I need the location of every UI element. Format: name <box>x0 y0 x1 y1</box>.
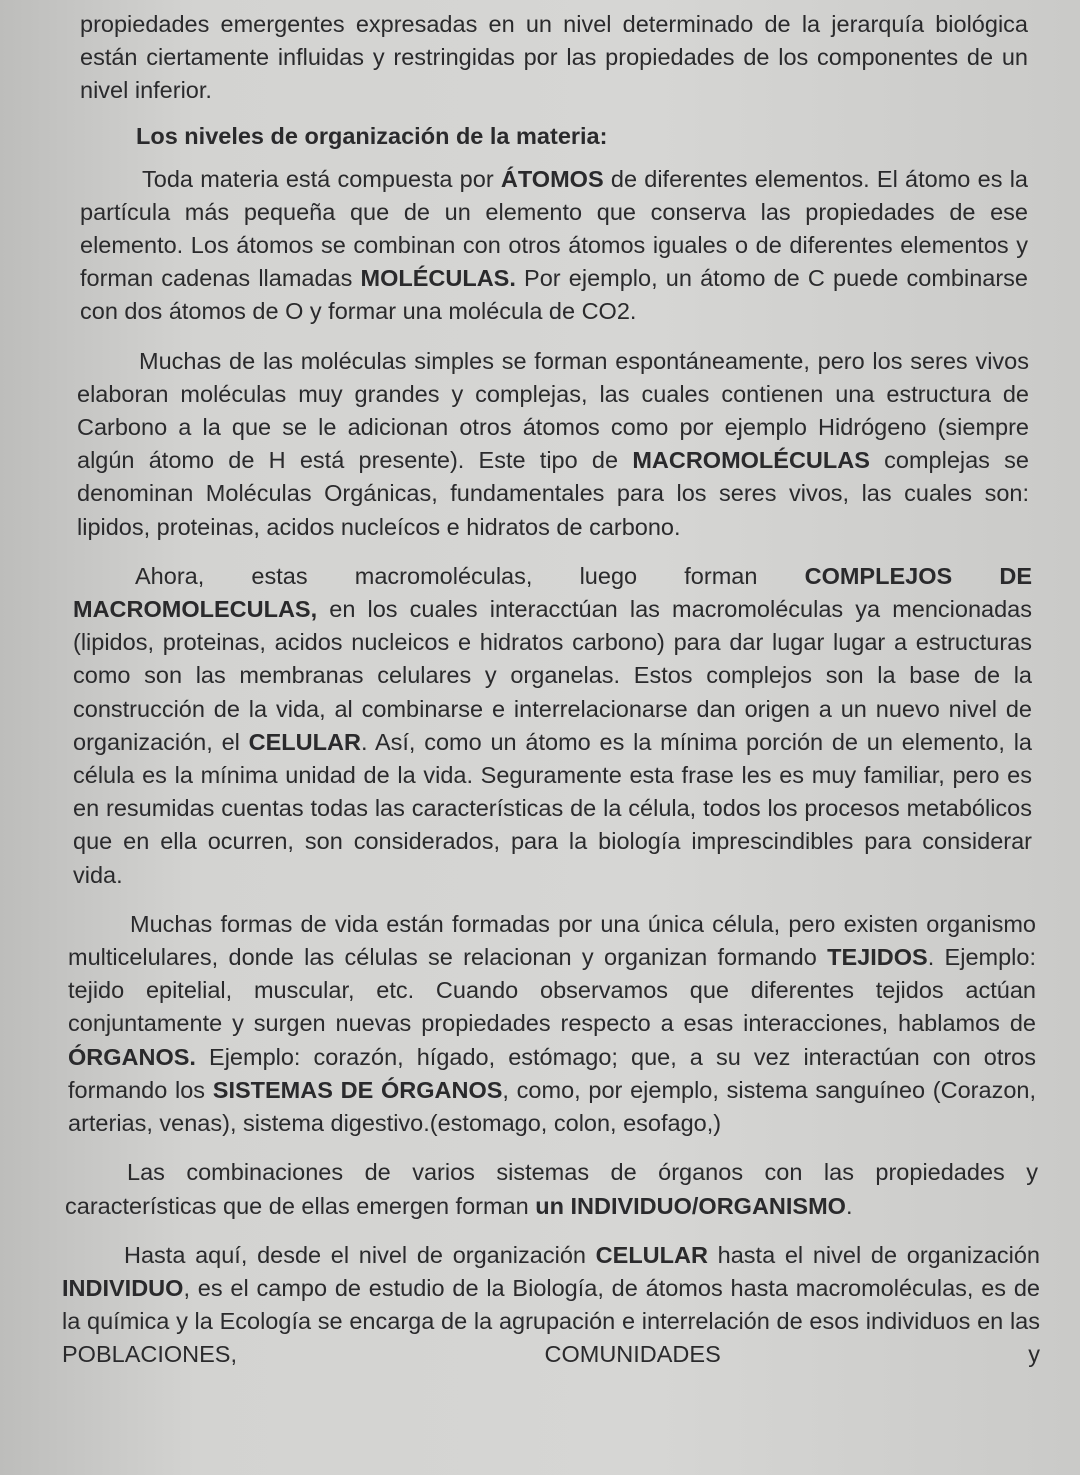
tissues-bold-organos: ÓRGANOS. <box>68 1043 196 1070</box>
individual-text-2: . <box>845 1192 853 1219</box>
tissues-text-3: Ejemplo: corazón, hígado, estómago; que, a su vez interactúan con otros formando los <box>68 1043 1036 1103</box>
tissues-text-1: Muchas formas de vida están formadas por una única célula, pero existen organismo multicelulares, donde las células se relacionan y organizan formando <box>68 910 1036 971</box>
final-text-1: Hasta aquí, desde el nivel de organización <box>124 1241 596 1268</box>
intro-paragraph <box>68 8 1028 108</box>
tissues-bold-sistemas: SISTEMAS DE ÓRGANOS <box>212 1076 503 1103</box>
atoms-text-3: Por ejemplo, un átomo de C puede combinarse con dos átomos de O y formar una molécula de CO2. <box>80 265 1028 325</box>
paragraph-individual <box>65 1156 1038 1222</box>
tissues-text-4: , como, por ejemplo, sistema sanguíneo (Corazon, arterias, venas), sistema digestivo.(estomago, colon, esofago,) <box>68 1076 1036 1137</box>
atoms-bold-atomos: ÁTOMOS <box>500 165 604 192</box>
tissues-bold-tejidos: TEJIDOS <box>827 944 928 971</box>
paragraph-tissues <box>68 908 1036 1140</box>
complex-bold-complejos: COMPLEJOS DE MACROMOLECULAS, <box>73 562 1032 623</box>
atoms-text-1: Toda materia está compuesta por <box>142 165 501 192</box>
individual-bold-organismo: un INDIVIDUO/ORGANISMO <box>535 1192 846 1219</box>
intro-text: propiedades emergentes expresadas en un nivel determinado de la jerarquía biológica están ciertamente influidas y restringidas por las propiedades de los componentes de un nivel inferior. <box>80 11 1028 104</box>
individual-text-1: Las combinaciones de varios sistemas de órganos con las propiedades y características que de ellas emergen forman <box>65 1159 1038 1219</box>
complex-bold-celular: CELULAR <box>248 728 361 755</box>
final-text-2: hasta el nivel de organización <box>707 1241 1040 1268</box>
macro-bold-macromoleculas: MACROMOLÉCULAS <box>632 447 870 474</box>
final-bold-celular: CELULAR <box>595 1241 708 1268</box>
atoms-bold-moleculas: MOLÉCULAS. <box>360 265 516 292</box>
paragraph-final <box>62 1239 1040 1372</box>
paragraph-atoms <box>68 163 1028 329</box>
section-heading: Los niveles de organización de la materia: <box>136 122 608 149</box>
tissues-text-2: . Ejemplo: tejido epitelial, muscular, etc. Cuando observamos que diferentes tejidos actúan conjuntamente y surgen nuevas propiedades respecto a esas interacciones, hablamos de <box>68 944 1036 1037</box>
atoms-text-2: de diferentes elementos. El átomo es la partícula más pequeña que de un elemento que conserva las propiedades de ese elemento. Los átomos se combinan con otros átomos iguales o de diferentes elementos y forman cadenas llamadas <box>80 165 1028 292</box>
final-bold-individuo: INDIVIDUO <box>62 1274 184 1301</box>
final-text-3: , es el campo de estudio de la Biología, de átomos hasta macromoléculas, es de la química y la Ecología se encarga de la agrupación e interrelación de esos individuos en las POBLACIONES, COMUNIDADES y <box>62 1274 1040 1368</box>
paragraph-complexes <box>68 560 1032 892</box>
complex-text-1: Ahora, estas macromoléculas, luego forman <box>135 562 805 589</box>
macro-text-2: complejas se denominan Moléculas Orgánicas, fundamentales para los seres vivos, las cuales son: lipidos, proteinas, acidos nucleícos e hidratos de carbono. <box>77 447 1029 540</box>
paragraph-macromolecules <box>68 345 1029 544</box>
complex-text-3: . Así, como un átomo es la mínima porción de un elemento, la célula es la mínima unidad de la vida. Seguramente esta frase les es muy familiar, pero es en resumidas cuentas todas las características de la célula, todos los procesos metabólicos que en ella ocurren, son considerados, para la biología imprescindibles para considerar vida. <box>73 728 1032 888</box>
macro-text-1: Muchas de las moléculas simples se forman espontáneamente, pero los seres vivos elaboran moléculas muy grandes y complejas, las cuales contienen una estructura de Carbono a la que se le adicionan otros átomos como por ejemplo Hidrógeno (siempre algún átomo de H está presente). Este tipo de <box>77 347 1029 474</box>
complex-text-2: en los cuales interacctúan las macromoléculas ya mencionadas (lipidos, proteinas, acidos nucleicos e hidratos carbono) para dar lugar lugar a estructuras como son las membranas celulares y organelas. Estos complejos son la base de la construcción de la vida, al combinarse e interrelacionarse dan origen a un nuevo nivel de organización, el <box>73 596 1032 755</box>
